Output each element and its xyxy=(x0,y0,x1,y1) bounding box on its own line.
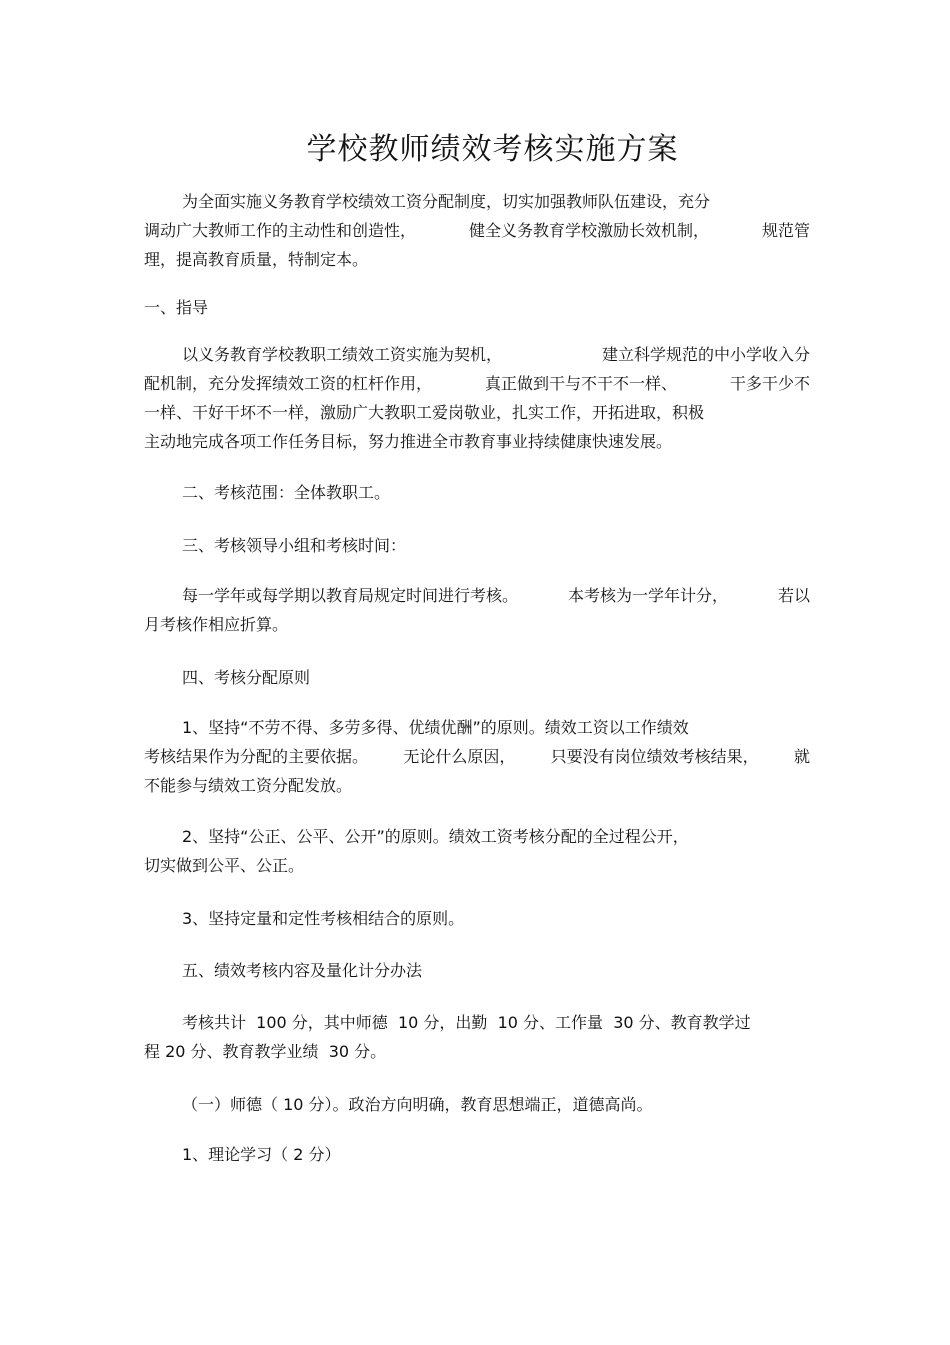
intro-line-3: 理，提高教育质量，特制定本。 xyxy=(144,250,369,269)
guide-line-1a: 以义务教育学校教职工绩效工资实施为契机， xyxy=(182,345,503,364)
section-heading-4: 四、考核分配原则 xyxy=(182,668,311,687)
section-heading-2: 二、考核范围：全体教职工。 xyxy=(182,483,391,502)
score-line-2: 程 20 分、教育教学业绩 30 分。 xyxy=(144,1042,387,1061)
guide-line-1 xyxy=(182,344,810,366)
section-heading-3: 三、考核领导小组和考核时间： xyxy=(182,536,407,555)
ethics-heading: （一）师德（ 10 分）。政治方向明确，教育思想端正，道德高尚。 xyxy=(182,1095,653,1114)
principle-1-line-3: 不能参与绩效工资分配发放。 xyxy=(144,776,353,795)
theory-study-heading: 1、理论学习（ 2 分） xyxy=(182,1145,341,1164)
guide-line-1b: 建立科学规范的中小学收入分 xyxy=(601,345,810,364)
guide-line-2c: 干多干少不 xyxy=(729,374,810,393)
principle-1-line-2d: 就 xyxy=(793,747,810,766)
guide-line-3: 一样、干好干坏不一样，激励广大教职工爱岗敬业，扎实工作，开拓进取，积极 xyxy=(144,403,705,422)
principle-2-line-2: 切实做到公平、公正。 xyxy=(144,856,305,875)
guide-line-4: 主动地完成各项工作任务目标，努力推进全市教育事业持续健康快速发展。 xyxy=(144,432,673,451)
score-line-1: 考核共计 100 分，其中师德 10 分，出勤 10 分、工作量 30 分、教育教学过 xyxy=(182,1013,751,1032)
principle-1-line-2c: 只要没有岗位绩效考核结果， xyxy=(550,747,759,766)
intro-line-2c: 规范管 xyxy=(761,221,810,240)
intro-line-2 xyxy=(144,220,810,242)
intro-line-1: 为全面实施义务教育学校绩效工资分配制度，切实加强教师队伍建设，充分 xyxy=(182,192,711,211)
principle-1-line-2b: 无论什么原因， xyxy=(403,747,516,766)
time-line-1 xyxy=(182,585,810,607)
time-line-2: 月考核作相应折算。 xyxy=(144,615,289,634)
section-heading-1: 一、指导 xyxy=(144,298,209,317)
principle-1-line-1: 1、坚持“不劳不得、多劳多得、优绩优酬”的原则。绩效工资以工作绩效 xyxy=(182,718,689,737)
principle-3: 3、坚持定量和定性考核相结合的原则。 xyxy=(182,909,465,928)
principle-1-line-2 xyxy=(144,746,810,768)
section-heading-5: 五、绩效考核内容及量化计分办法 xyxy=(182,961,423,980)
intro-line-2a: 调动广大教师工作的主动性和创造性， xyxy=(144,221,417,240)
guide-line-2b: 真正做到干与不干不一样、 xyxy=(484,374,677,393)
time-line-1c: 若以 xyxy=(777,586,810,605)
guide-line-2 xyxy=(144,373,810,395)
guide-line-2a: 配机制，充分发挥绩效工资的杠杆作用， xyxy=(144,374,433,393)
time-line-1a: 每一学年或每学期以教育局规定时间进行考核。 xyxy=(182,586,519,605)
document-title: 学校教师绩效考核实施方案 xyxy=(306,132,679,167)
intro-line-2b: 健全义务教育学校激励长效机制， xyxy=(468,221,709,240)
time-line-1b: 本考核为一学年计分， xyxy=(567,586,728,605)
principle-2-line-1: 2、坚持“公正、公平、公开”的原则。绩效工资考核分配的全过程公开， xyxy=(182,827,689,846)
principle-1-line-2a: 考核结果作为分配的主要依据。 xyxy=(144,747,369,766)
